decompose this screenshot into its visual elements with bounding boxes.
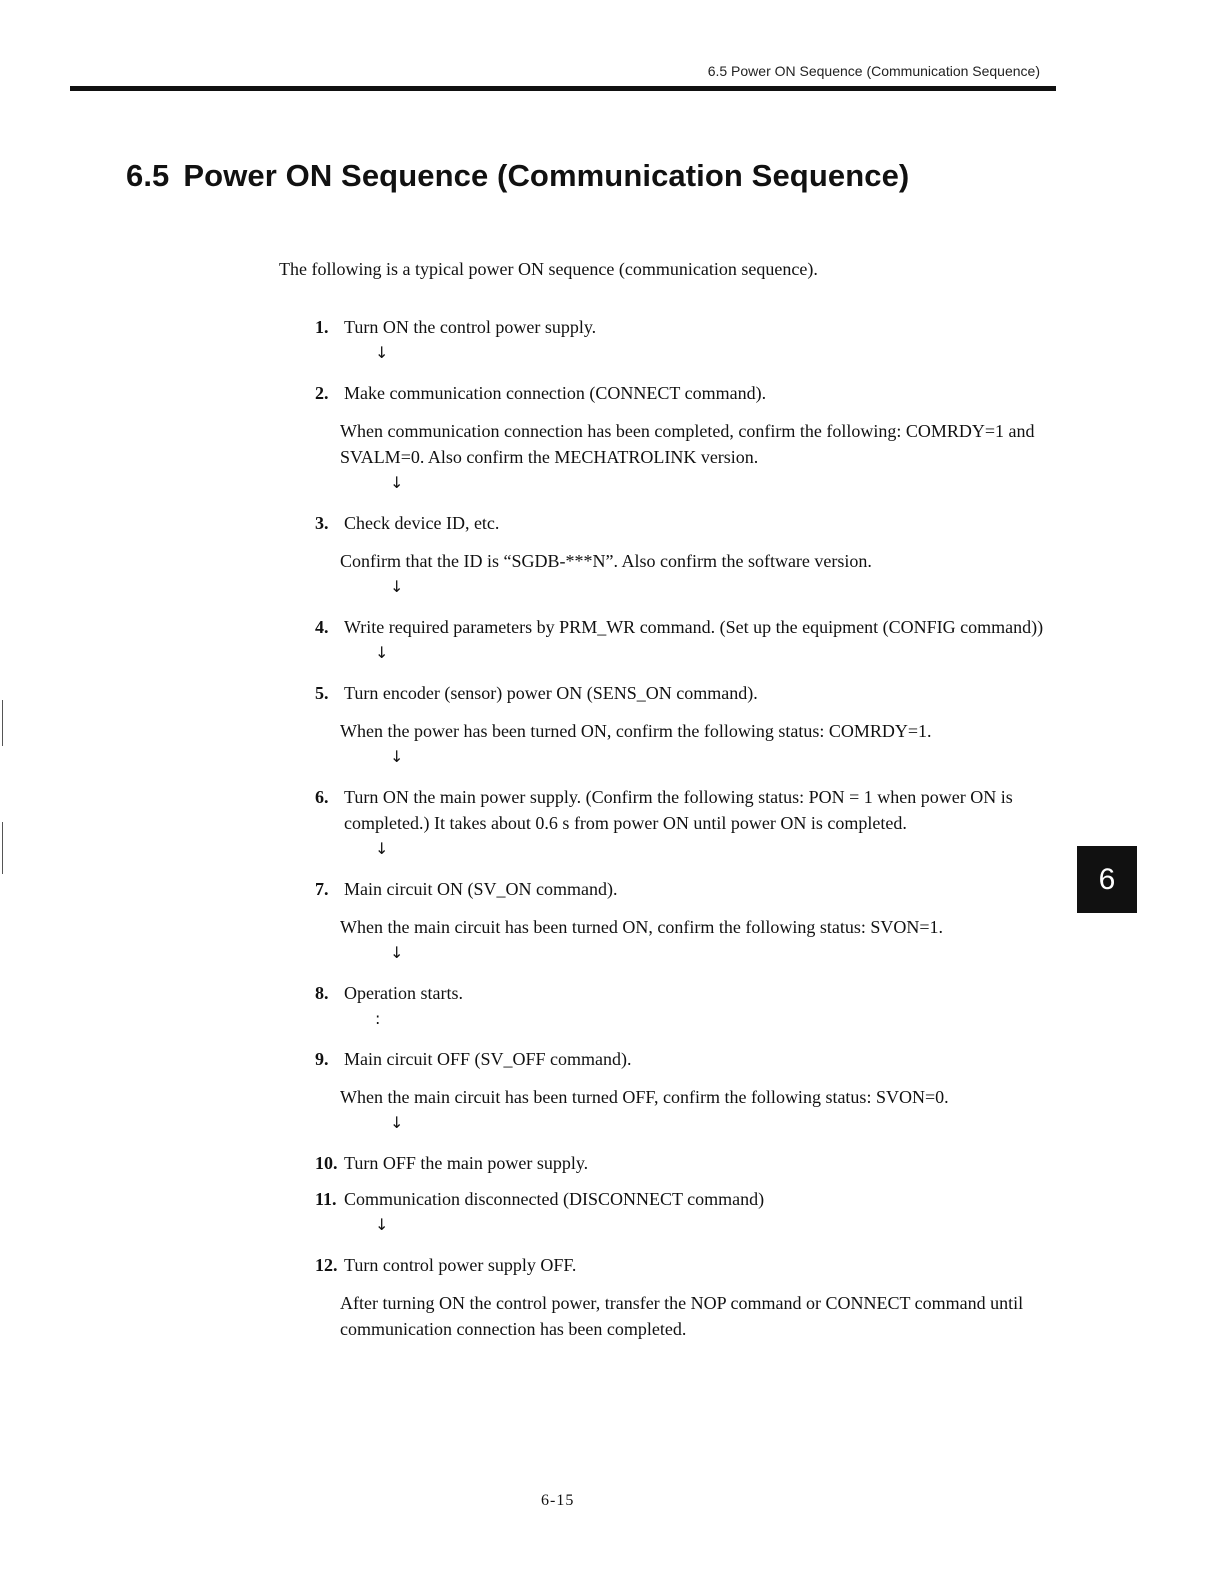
step-text: Main circuit ON (SV_ON command). xyxy=(344,879,618,899)
step-11 xyxy=(315,1186,1055,1212)
down-arrow-icon: ↓ xyxy=(390,747,404,766)
step-text: Turn OFF the main power supply. xyxy=(344,1153,589,1173)
chapter-tab: 6 xyxy=(1077,846,1137,913)
step-text: Turn ON the control power supply. xyxy=(344,317,597,337)
step-6 xyxy=(315,784,1055,836)
step-text: Make communication connection (CONNECT command). xyxy=(344,383,767,403)
step-text: Operation starts. xyxy=(344,983,463,1003)
step-text: Turn encoder (sensor) power ON (SENS_ON command). xyxy=(344,683,758,703)
step-number: 4. xyxy=(315,617,329,637)
step-number: 7. xyxy=(315,879,329,899)
down-arrow-icon: ↓ xyxy=(390,473,404,492)
step-note: When the power has been turned ON, confirm the following status: COMRDY=1. xyxy=(340,721,932,741)
scan-margin-mark xyxy=(2,700,3,746)
step-number: 2. xyxy=(315,383,329,403)
down-arrow-icon: ↓ xyxy=(375,1215,389,1234)
step-number: 5. xyxy=(315,683,329,703)
step-list xyxy=(315,314,1055,1342)
step-1 xyxy=(315,314,1055,340)
step-note: When the main circuit has been turned OFF, confirm the following status: SVON=0. xyxy=(340,1087,949,1107)
step-number: 3. xyxy=(315,513,329,533)
step-number: 8. xyxy=(315,983,329,1003)
step-text: Write required parameters by PRM_WR command. (Set up the equipment (CONFIG command)) xyxy=(344,617,1044,637)
step-note: Confirm that the ID is “SGDB-***N”. Also confirm the software version. xyxy=(340,551,872,571)
down-arrow-icon: ↓ xyxy=(375,839,389,858)
step-number: 6. xyxy=(315,787,329,807)
step-3 xyxy=(315,510,1055,536)
step-5 xyxy=(315,680,1055,706)
down-arrow-icon: ↓ xyxy=(390,943,404,962)
step-text: Check device ID, etc. xyxy=(344,513,500,533)
step-12 xyxy=(315,1252,1055,1278)
step-9 xyxy=(315,1046,1055,1072)
running-header: 6.5 Power ON Sequence (Communication Sequence) xyxy=(707,63,1040,79)
step-text: Turn control power supply OFF. xyxy=(344,1255,577,1275)
step-4 xyxy=(315,614,1055,640)
step-number: 9. xyxy=(315,1049,329,1069)
step-note: After turning ON the control power, transfer the NOP command or CONNECT command until communication connection has been completed. xyxy=(340,1293,1024,1339)
down-arrow-icon: ↓ xyxy=(375,643,389,662)
step-number: 10. xyxy=(315,1153,338,1173)
header-rule xyxy=(70,86,1056,91)
down-arrow-icon: ↓ xyxy=(390,577,404,596)
step-text: Main circuit OFF (SV_OFF command). xyxy=(344,1049,632,1069)
section-number: 6.5 xyxy=(126,158,170,193)
page-number: 6-15 xyxy=(541,1492,575,1509)
step-note: When communication connection has been completed, confirm the following: COMRDY=1 and SVALM=0. Also confirm the MECHATROLINK version. xyxy=(340,421,1035,467)
step-2 xyxy=(315,380,1055,406)
section-title xyxy=(126,158,909,194)
step-number: 11. xyxy=(315,1189,337,1209)
step-text: Communication disconnected (DISCONNECT command) xyxy=(344,1189,765,1209)
step-note: When the main circuit has been turned ON, confirm the following status: SVON=1. xyxy=(340,917,944,937)
down-arrow-icon: ↓ xyxy=(375,343,389,362)
step-8 xyxy=(315,980,1055,1006)
continuation-marker: : xyxy=(375,1009,381,1028)
section-title-text: Power ON Sequence (Communication Sequence) xyxy=(183,158,910,193)
step-text: Turn ON the main power supply. (Confirm the following status: PON = 1 when power ON is completed.) It takes about 0.6 s from power ON until power ON is completed. xyxy=(344,787,1013,833)
step-number: 1. xyxy=(315,317,329,337)
intro-paragraph: The following is a typical power ON sequence (communication sequence). xyxy=(279,259,818,279)
step-10 xyxy=(315,1150,1055,1176)
scan-margin-mark xyxy=(2,822,3,874)
down-arrow-icon: ↓ xyxy=(390,1113,404,1132)
step-7 xyxy=(315,876,1055,902)
step-number: 12. xyxy=(315,1255,338,1275)
